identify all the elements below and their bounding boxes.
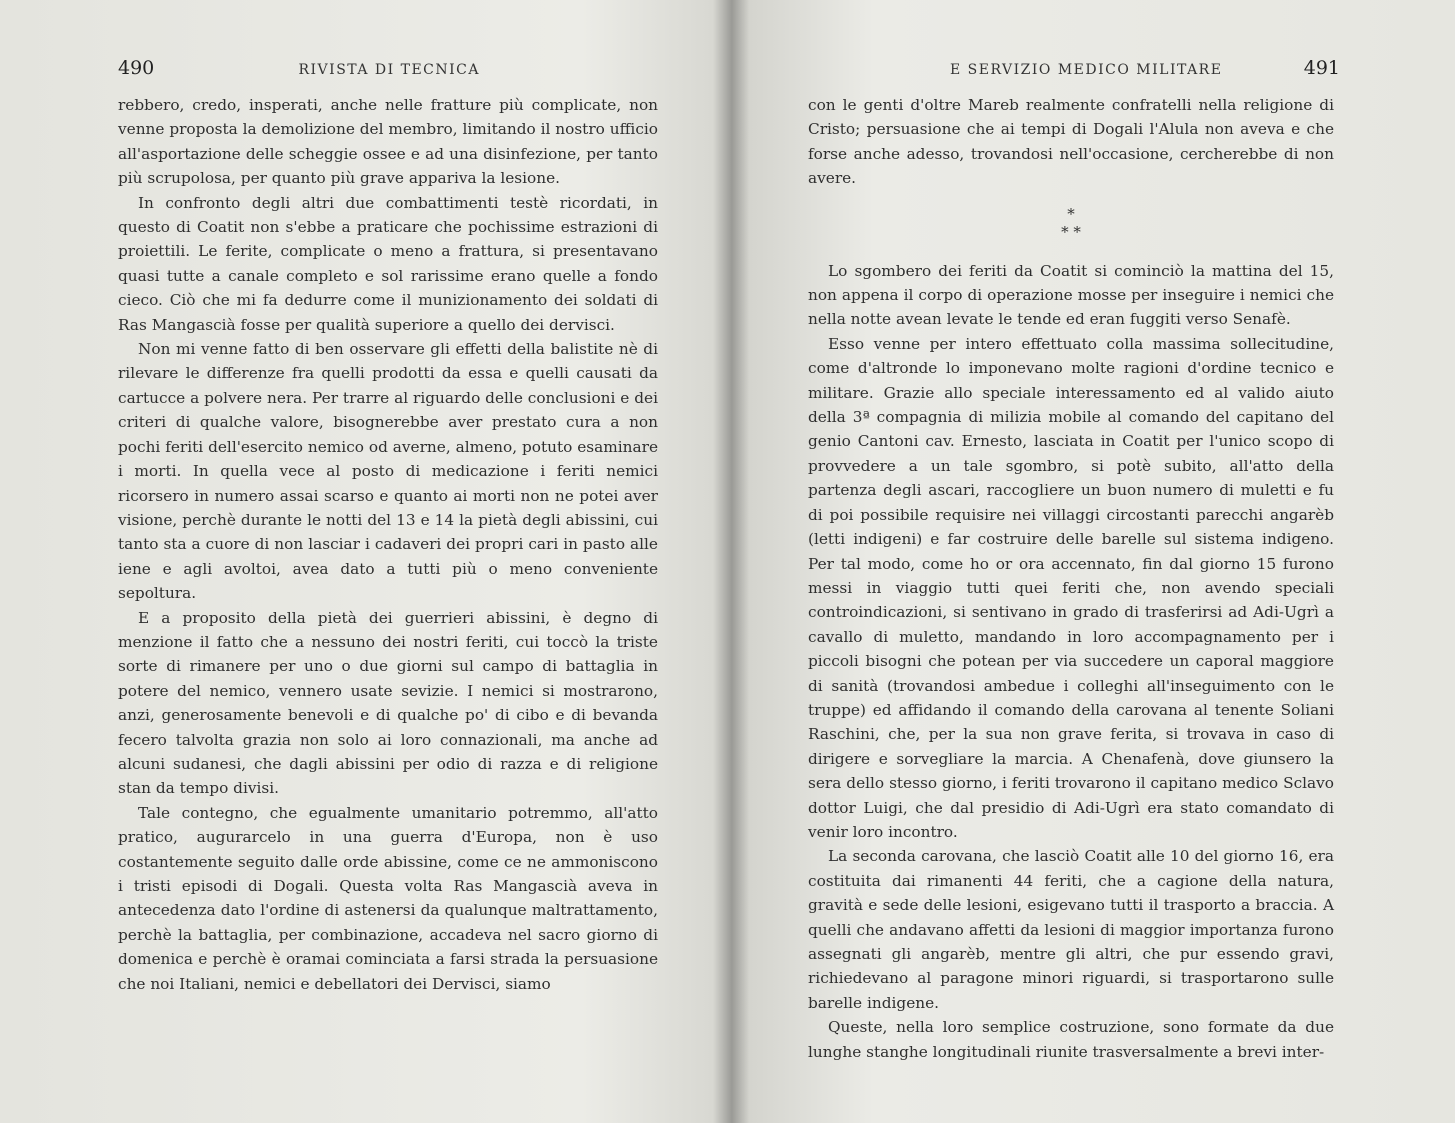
asterism-bottom: * * bbox=[1061, 222, 1081, 241]
paragraph: Lo sgombero dei feriti da Coatit si cominciò la mattina del 15, non appena il corpo di operazione mosse per inseguire i nemici che nella notte avean levate le tende ed eran fuggiti verso Senafè. bbox=[808, 261, 1334, 329]
left-body-text bbox=[118, 93, 658, 996]
paragraph: Esso venne per intero effettuato colla massima sollecitudine, come d'altronde lo imponevano molte ragioni d'ordine tecnico e militare. Grazie allo speciale interessamento ed al valido aiuto della 3ª compagnia di milizia mobile al comando del capitano del genio Cantoni cav. Ernesto, lasciata in Coatit per l'unico scopo di provvedere a un tale sgombro, si potè subito, all'atto della partenza degli ascari, raccogliere un buon numero di muletti e fu di poi possibile requisire nei villaggi circostanti parecchi angarèb (letti indigeni) e far costruire delle barelle sul sistema indigeno. Per tal modo, come ho or ora accennato, fin dal giorno 15 furono messi in viaggio tutti quei feriti che, non avendo speciali controindicazioni, si sentivano in grado di trasferirsi ad Adi-Ugrì a cavallo di muletto, mandando in loro accompagnamento per i piccoli bisogni che potean per via succedere un caporal maggiore di sanità (trovandosi ambedue i colleghi all'inseguimento con le truppe) ed affidando il comando della carovana al tenente Soliani Raschini, che, per la sua non grave ferita, si trovava in caso di dirigere e sorvegliare la marcia. A Chenafenà, dove giunsero la sera dello stesso giorno, i feriti trovarono il capitano medico Sclavo dottor Luigi, che dal presidio di Adi-Ugrì era stato comandato di venir loro incontro. bbox=[808, 334, 1334, 841]
paragraph: In confronto degli altri due combattimenti testè ricordati, in questo di Coatit non s'ebbe a praticare che pochissime estrazioni di proiettili. Le ferite, complicate o meno a frattura, si presentavano quasi tutte a canale completo e sol rarissime erano quelle a fondo cieco. Ciò che mi fa dedurre come il munizionamento dei soldati di Ras Mangascià fosse per qualità superiore a quello dei dervisci. bbox=[118, 193, 658, 334]
right-running-head bbox=[800, 57, 1340, 85]
right-running-title: E SERVIZIO MEDICO MILITARE bbox=[950, 62, 1223, 78]
right-page-number: 491 bbox=[1303, 57, 1340, 79]
paragraph: Non mi venne fatto di ben osservare gli effetti della balistite nè di rilevare le differenze fra quelli prodotti da essa e quelli causati da cartucce a polvere nera. Per trarre al riguardo delle conclusioni e dei criteri di qualche valore, bisognerebbe aver prestato cura a non pochi feriti dell'esercito nemico od averne, almeno, potuto esaminare i morti. In quella vece al posto di medicazione i feriti nemici ricorsero in numero assai scarso e quanto ai morti non ne potei aver visione, perchè durante le notti del 13 e 14 la pietà degli abissini, cui tanto sta a cuore di non lasciar i cadaveri dei propri cari in pasto alle iene e agli avoltoi, avea dato a tutti più o meno conveniente sepoltura. bbox=[118, 340, 658, 603]
right-page bbox=[728, 0, 1455, 1123]
paragraph: Tale contegno, che egualmente umanitario potremmo, all'atto pratico, augurarcelo in una guerra d'Europa, non è uso costantemente seguito dalle orde abissine, come ce ne ammoniscono i tristi episodi di Dogali. Questa volta Ras Mangascià aveva in antecedenza dato l'ordine di astenersi da qualunque maltrattamento, perchè la battaglia, per combinazione, accadeva nel sacro giorno di domenica e perchè è oramai cominciata a farsi strada la persuasione che noi Italiani, nemici e debellatori dei Dervisci, siamo bbox=[118, 803, 658, 993]
left-running-title: RIVISTA DI TECNICA bbox=[298, 62, 480, 78]
left-page bbox=[0, 0, 727, 1123]
left-page-number: 490 bbox=[118, 57, 155, 79]
asterism-top: * bbox=[1067, 204, 1075, 223]
paragraph: La seconda carovana, che lasciò Coatit alle 10 del giorno 16, era costituita dai rimanenti 44 feriti, che a cagione della natura, gravità e sede delle lesioni, esigevano tutti il trasporto a braccia. A quelli che andavano affetti da lesioni di maggior importanza furono assegnati gli angarèb, mentre gli altri, che pur essendo gravi, richiedevano al paragone minori riguardi, si trasportarono sulle barelle indigene. bbox=[808, 847, 1334, 1012]
left-running-head bbox=[118, 57, 658, 85]
paragraph: con le genti d'oltre Mareb realmente confratelli nella religione di Cristo; persuasione che ai tempi di Dogali l'Alula non aveva e che forse anche adesso, trovandosi nell'occasione, cercherebbe di non avere. bbox=[808, 96, 1334, 188]
paragraph: E a proposito della pietà dei guerrieri abissini, è degno di menzione il fatto che a nessuno dei nostri feriti, cui toccò la triste sorte di rimanere per uno o due giorni sul campo di battaglia in potere del nemico, vennero usate sevizie. I nemici si mostrarono, anzi, generosamente benevoli e di qualche po' di cibo e di bevanda fecero talvolta grazia non solo ai loro connazionali, ma anche ad alcuni sudanesi, che dagli abissini per odio di razza e di religione stan da tempo divisi. bbox=[118, 608, 658, 798]
paragraph: rebbero, credo, insperati, anche nelle fratture più complicate, non venne proposta la demolizione del membro, limitando il nostro ufficio all'asportazione delle scheggie ossee e ad una disinfezione, per tanto più scrupolosa, per quanto più grave appariva la lesione. bbox=[118, 96, 658, 188]
right-body-text bbox=[808, 93, 1334, 1064]
paragraph: Queste, nella loro semplice costruzione, sono formate da due lunghe stanghe longitudinali riunite trasversalmente a brevi inter- bbox=[808, 1018, 1334, 1061]
section-asterism bbox=[808, 205, 1334, 241]
